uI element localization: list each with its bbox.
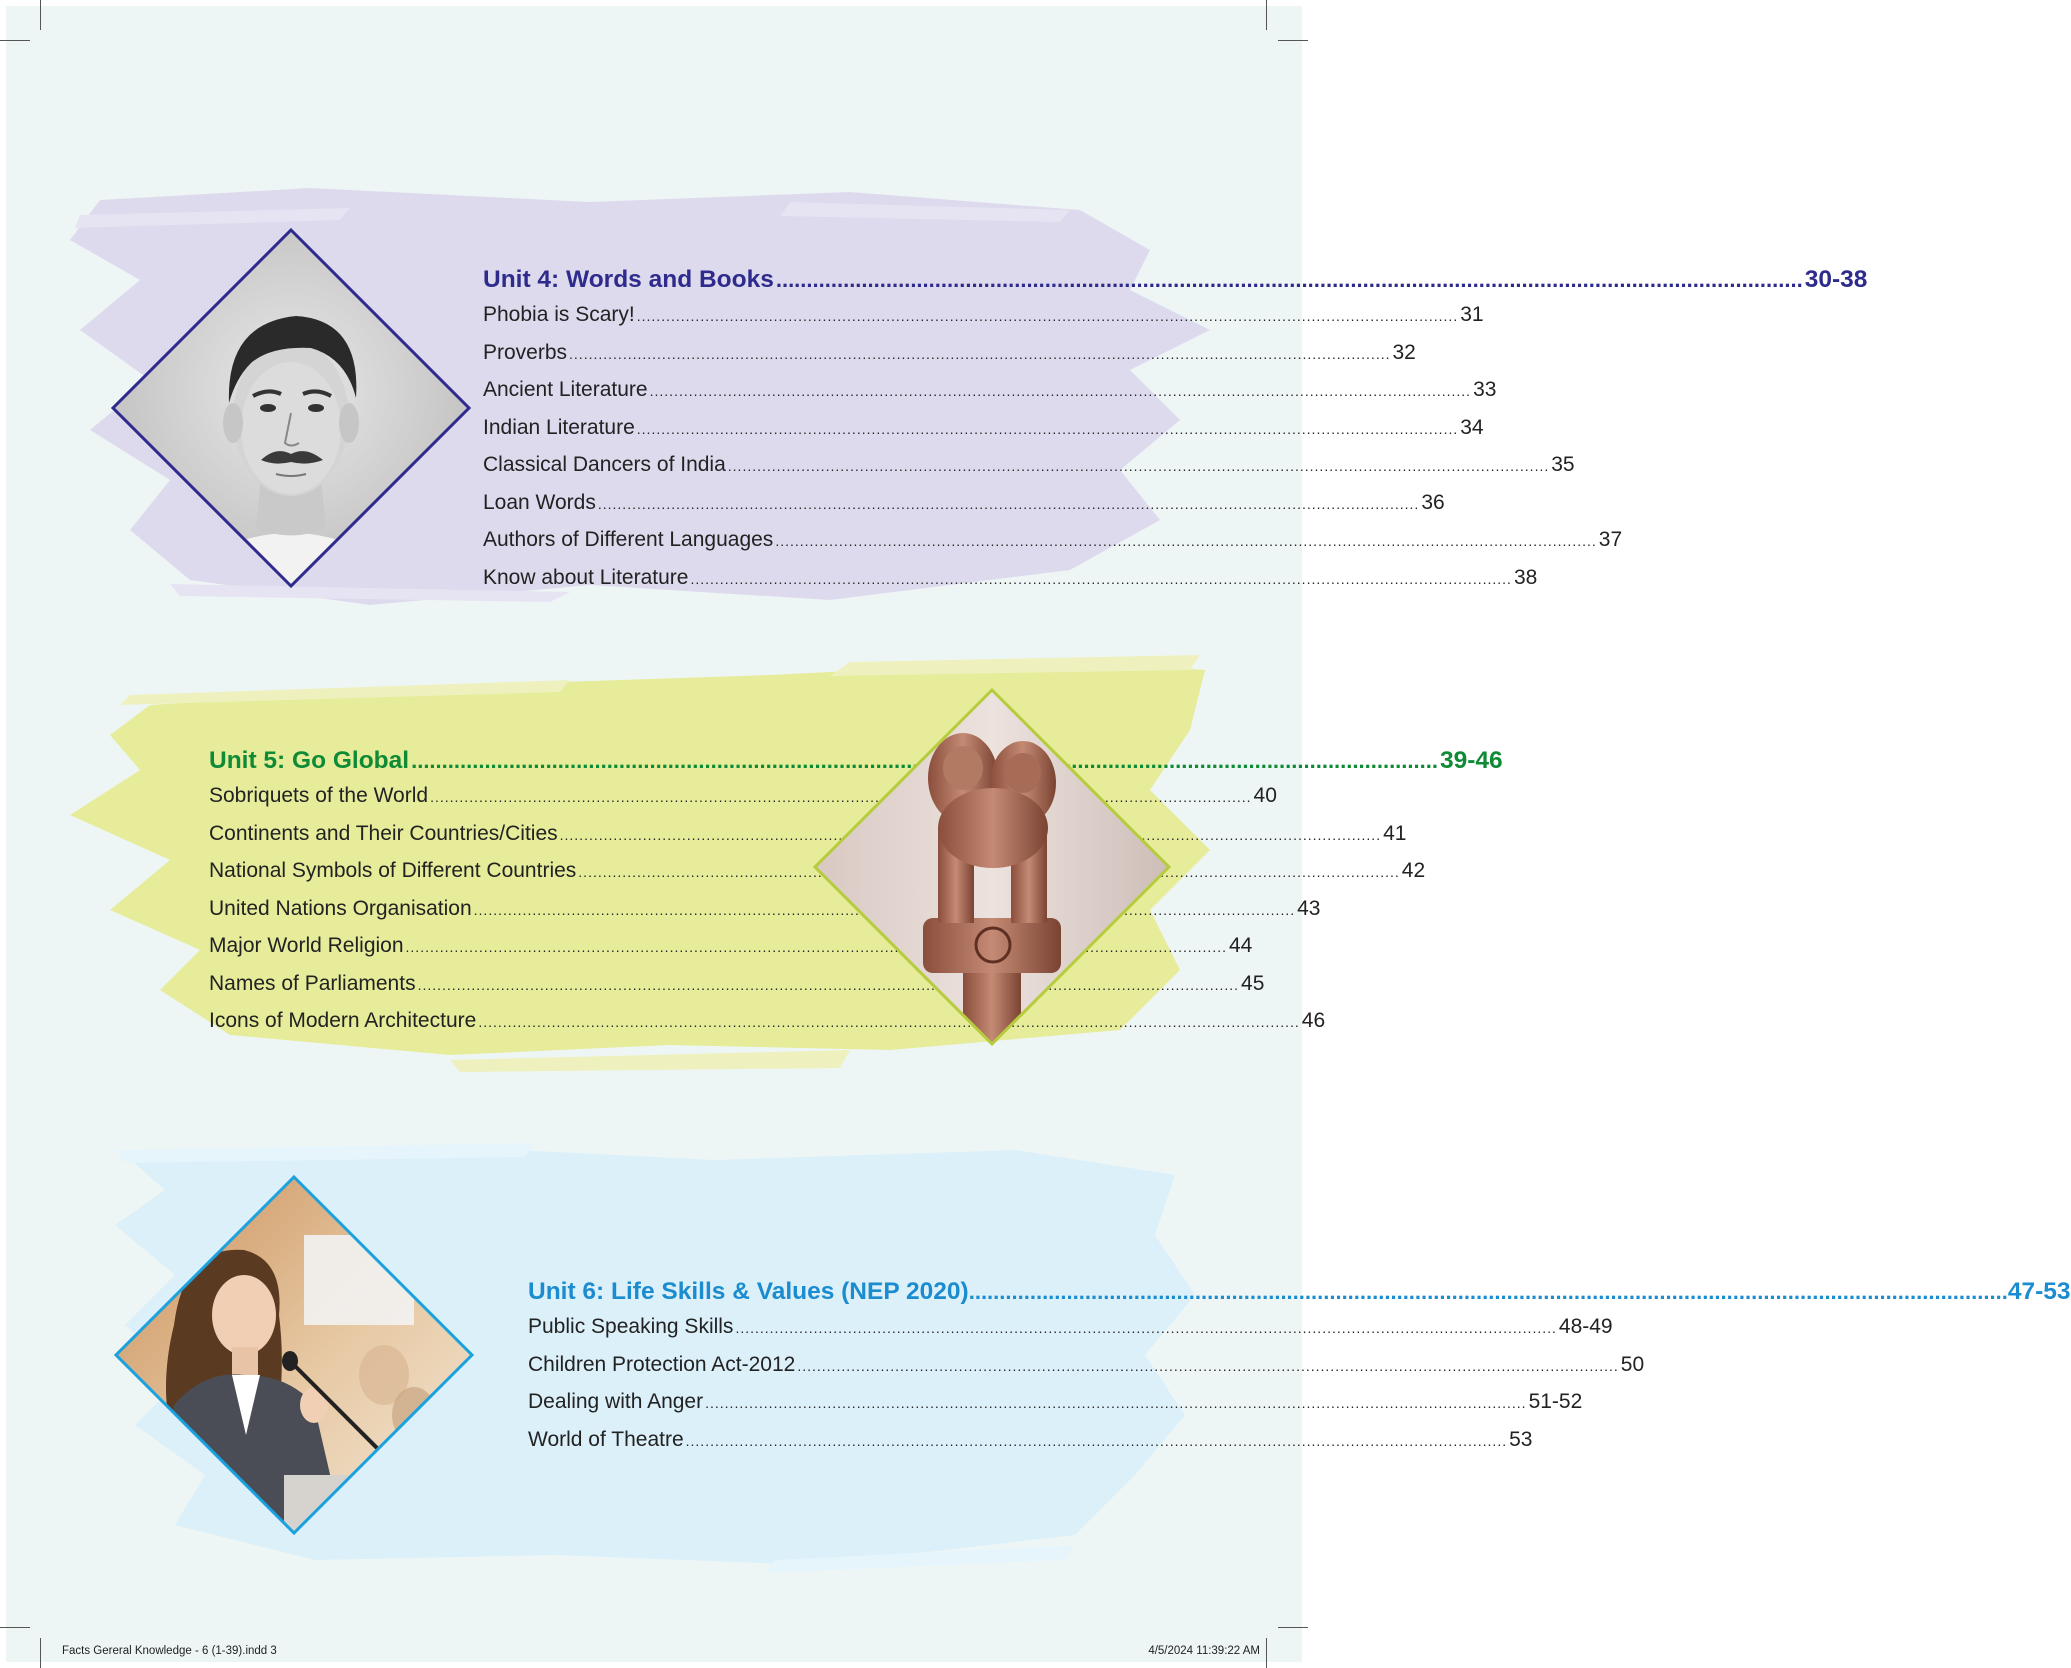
leader-dots <box>735 1311 1556 1347</box>
toc-item-page: 40 <box>1253 784 1277 807</box>
crop-mark <box>1266 1638 1267 1668</box>
unit5-title[interactable] <box>209 744 1503 778</box>
toc-item[interactable] <box>209 891 1321 929</box>
toc-item[interactable] <box>209 778 1277 816</box>
unit6-items <box>528 1309 1645 1459</box>
crop-mark <box>1266 0 1267 30</box>
toc-item-label: Phobia is Scary! <box>483 303 635 326</box>
leader-dots <box>650 374 1471 410</box>
toc-item-page: 33 <box>1473 378 1497 401</box>
toc-item-label: Classical Dancers of India <box>483 453 726 476</box>
toc-item-page: 42 <box>1401 859 1426 882</box>
leader-dots <box>690 562 1511 598</box>
unit6-title[interactable] <box>528 1275 2071 1309</box>
toc-item[interactable] <box>209 816 1407 854</box>
toc-item-page: 37 <box>1598 528 1623 551</box>
leader-dots <box>686 1424 1507 1460</box>
toc-item[interactable] <box>483 560 1538 598</box>
leader-dots <box>705 1386 1526 1422</box>
leader-dots <box>637 412 1458 448</box>
toc-item-page: 35 <box>1551 453 1575 476</box>
toc-item[interactable] <box>528 1309 1613 1347</box>
unit-page-range: 39-46 <box>1439 747 1503 774</box>
toc-item-page: 38 <box>1513 565 1538 589</box>
toc-item[interactable] <box>483 485 1445 523</box>
toc-item-label: National Symbols of Different Countries <box>209 859 577 882</box>
unit-title-label: Unit 6: Life Skills & Values (NEP 2020) <box>528 1278 969 1305</box>
toc-item[interactable] <box>483 297 1484 335</box>
unit-page-range: 47-53 <box>2007 1278 2071 1305</box>
toc-item-page: 48-49 <box>1558 1315 1613 1338</box>
toc-item-page: 41 <box>1383 821 1407 845</box>
toc-item-label: Names of Parliaments <box>209 971 416 995</box>
unit-page-range: 30-38 <box>1804 266 1868 293</box>
toc-item-page: 31 <box>1460 303 1484 326</box>
crop-mark <box>0 1627 30 1628</box>
toc-item-label: Proverbs <box>483 340 568 364</box>
unit4-title[interactable] <box>483 263 1868 297</box>
toc-item-label: Ancient Literature <box>483 378 648 401</box>
crop-mark <box>40 1638 41 1668</box>
crop-mark <box>0 40 30 41</box>
leader-dots <box>598 487 1419 523</box>
toc-item[interactable] <box>483 335 1416 373</box>
unit-title-label: Unit 4: Words and Books <box>483 266 774 293</box>
leader-dots <box>569 337 1390 373</box>
author-portrait-image <box>111 228 471 588</box>
toc-item[interactable] <box>209 928 1253 966</box>
toc-item[interactable] <box>209 853 1426 891</box>
footer-timestamp: 4/5/2024 11:39:22 AM <box>1148 1645 1260 1657</box>
toc-item-label: Major World Religion <box>209 934 404 957</box>
toc-item[interactable] <box>209 966 1265 1004</box>
toc-item-label: United Nations Organisation <box>209 896 472 920</box>
toc-item-page: 32 <box>1392 340 1416 364</box>
toc-item-page: 50 <box>1620 1352 1645 1376</box>
crop-mark <box>1278 40 1308 41</box>
unit5-toc <box>209 744 1503 1041</box>
toc-item-label: World of Theatre <box>528 1427 684 1451</box>
toc-item[interactable] <box>209 1003 1326 1041</box>
footer-file-name: Facts Gereral Knowledge - 6 (1-39).indd 3 <box>62 1645 277 1657</box>
toc-item[interactable] <box>483 447 1575 485</box>
toc-item-label: Dealing with Anger <box>528 1390 704 1413</box>
toc-item[interactable] <box>483 372 1497 410</box>
toc-item-label: Continents and Their Countries/Cities <box>209 821 558 845</box>
toc-item-page: 34 <box>1460 415 1484 439</box>
leader-dots <box>728 449 1549 485</box>
toc-item-label: Authors of Different Languages <box>483 528 774 551</box>
lion-capital-image <box>813 688 1171 1046</box>
crop-mark <box>40 0 41 30</box>
toc-item-page: 46 <box>1301 1009 1326 1032</box>
toc-item-page: 45 <box>1241 971 1265 995</box>
leader-dots <box>797 1349 1618 1385</box>
toc-item-label: Public Speaking Skills <box>528 1315 734 1338</box>
crop-mark <box>1278 1627 1308 1628</box>
toc-item-label: Know about Literature <box>483 565 689 589</box>
leader-dots: ..... .. <box>969 1275 2008 1309</box>
toc-item[interactable] <box>483 410 1484 448</box>
toc-item-label: Icons of Modern Architecture <box>209 1009 477 1032</box>
toc-item-page: 51-52 <box>1528 1390 1583 1413</box>
toc-item-page: 44 <box>1229 934 1253 957</box>
unit4-toc <box>483 263 1868 597</box>
leader-dots <box>775 524 1596 560</box>
toc-item[interactable] <box>528 1347 1645 1385</box>
toc-item-page: 43 <box>1297 896 1321 920</box>
leader-dots <box>776 263 1803 297</box>
toc-item[interactable] <box>528 1384 1583 1422</box>
unit6-toc <box>528 1275 2071 1459</box>
toc-item-page: 53 <box>1509 1427 1533 1451</box>
toc-item[interactable] <box>483 522 1623 560</box>
toc-item-label: Children Protection Act-2012 <box>528 1352 796 1376</box>
public-speaker-image <box>114 1175 474 1535</box>
unit-title-label: Unit 5: Go Global <box>209 747 410 774</box>
toc-item-page: 36 <box>1421 490 1445 514</box>
toc-item-label: Sobriquets of the World <box>209 784 429 807</box>
toc-item-label: Indian Literature <box>483 415 635 439</box>
toc-item-label: Loan Words <box>483 490 596 514</box>
toc-item[interactable] <box>528 1422 1533 1460</box>
leader-dots <box>637 299 1458 335</box>
